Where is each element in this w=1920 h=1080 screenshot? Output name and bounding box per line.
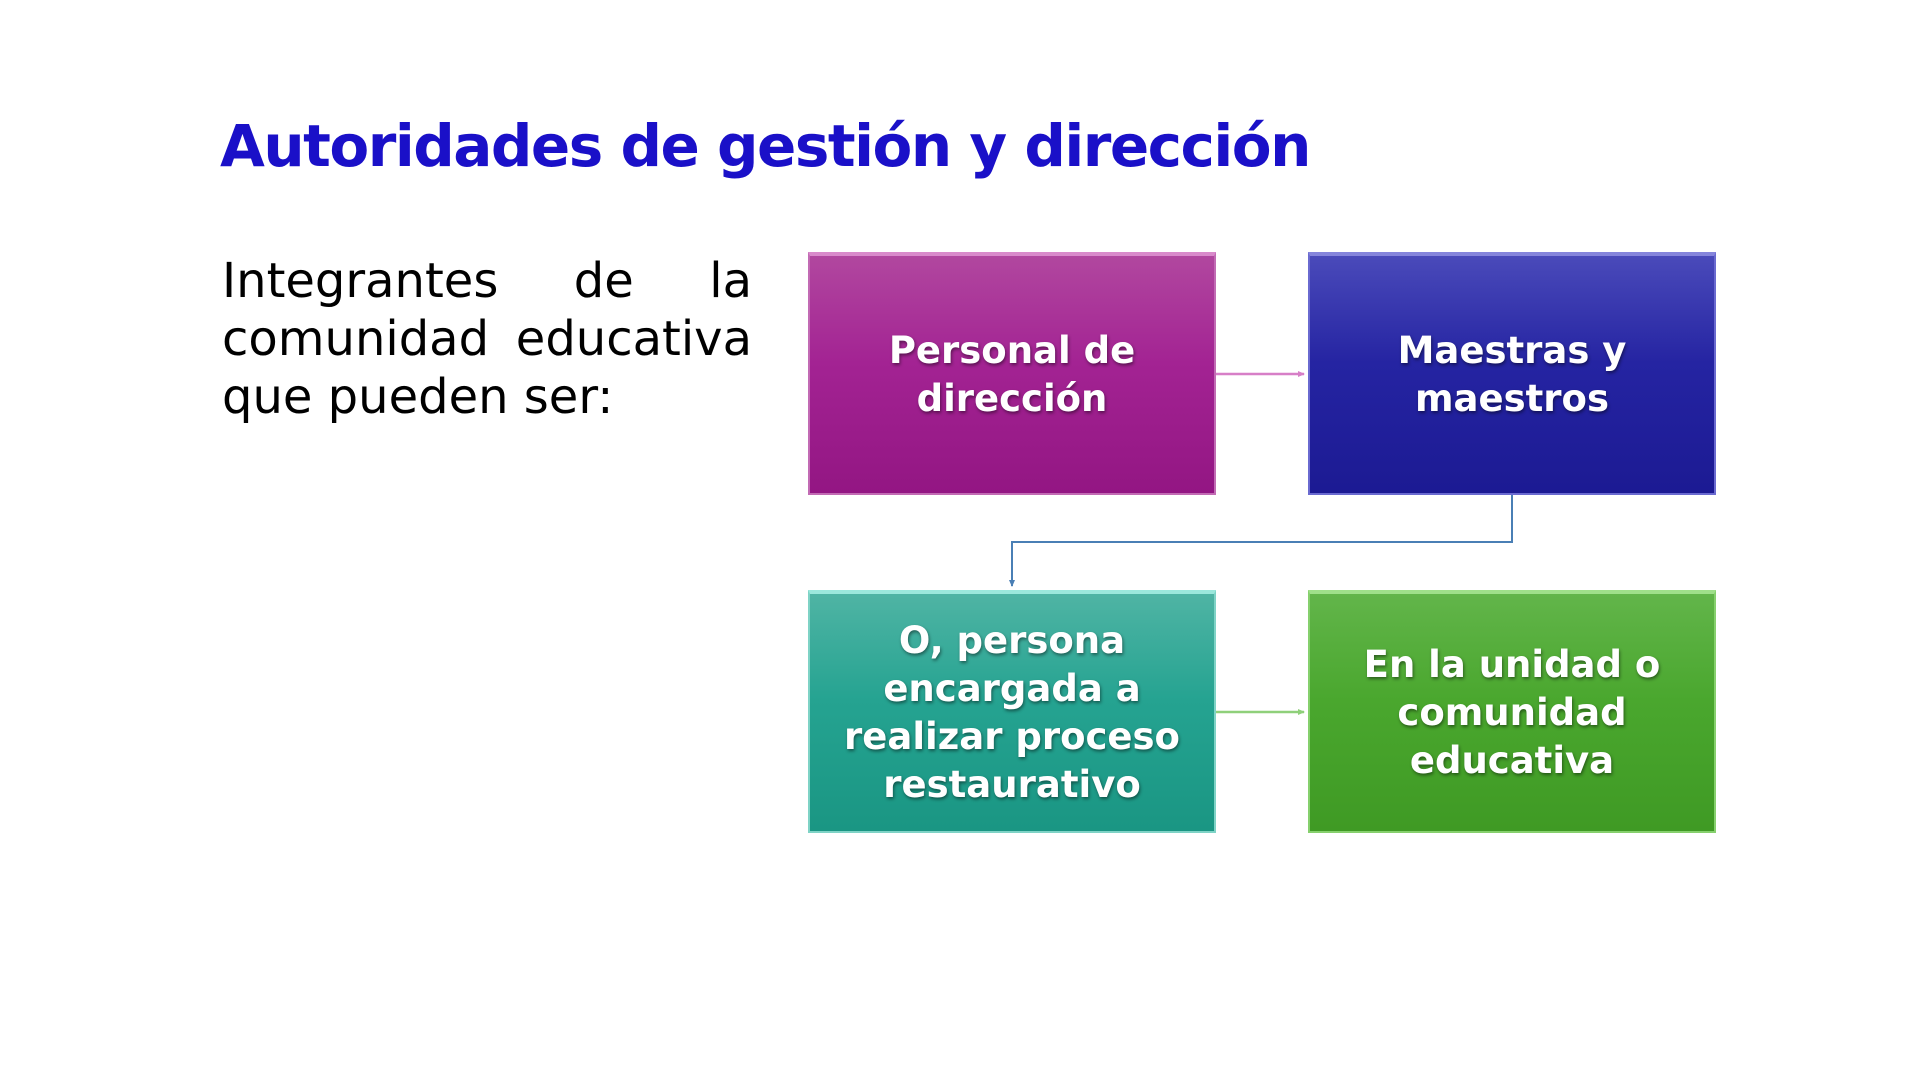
node-label: O, persona encargada a realizar proceso restaurativo — [844, 618, 1180, 806]
node-persona-encargada — [808, 590, 1216, 833]
node-label: Maestras y maestros — [1397, 328, 1627, 420]
node-unidad-comunidad — [1308, 590, 1716, 833]
slide-title: Autoridades de gestión y dirección — [220, 112, 1310, 180]
node-label: Personal de dirección — [888, 328, 1136, 420]
node-label: En la unidad o comunidad educativa — [1363, 642, 1661, 782]
node-maestras-maestros — [1308, 252, 1716, 495]
node-personal-direccion — [808, 252, 1216, 495]
edge-maestros-to-persona — [1012, 495, 1512, 586]
intro-text: Integrantes de la comunidad educativa que pueden ser: — [222, 253, 752, 425]
